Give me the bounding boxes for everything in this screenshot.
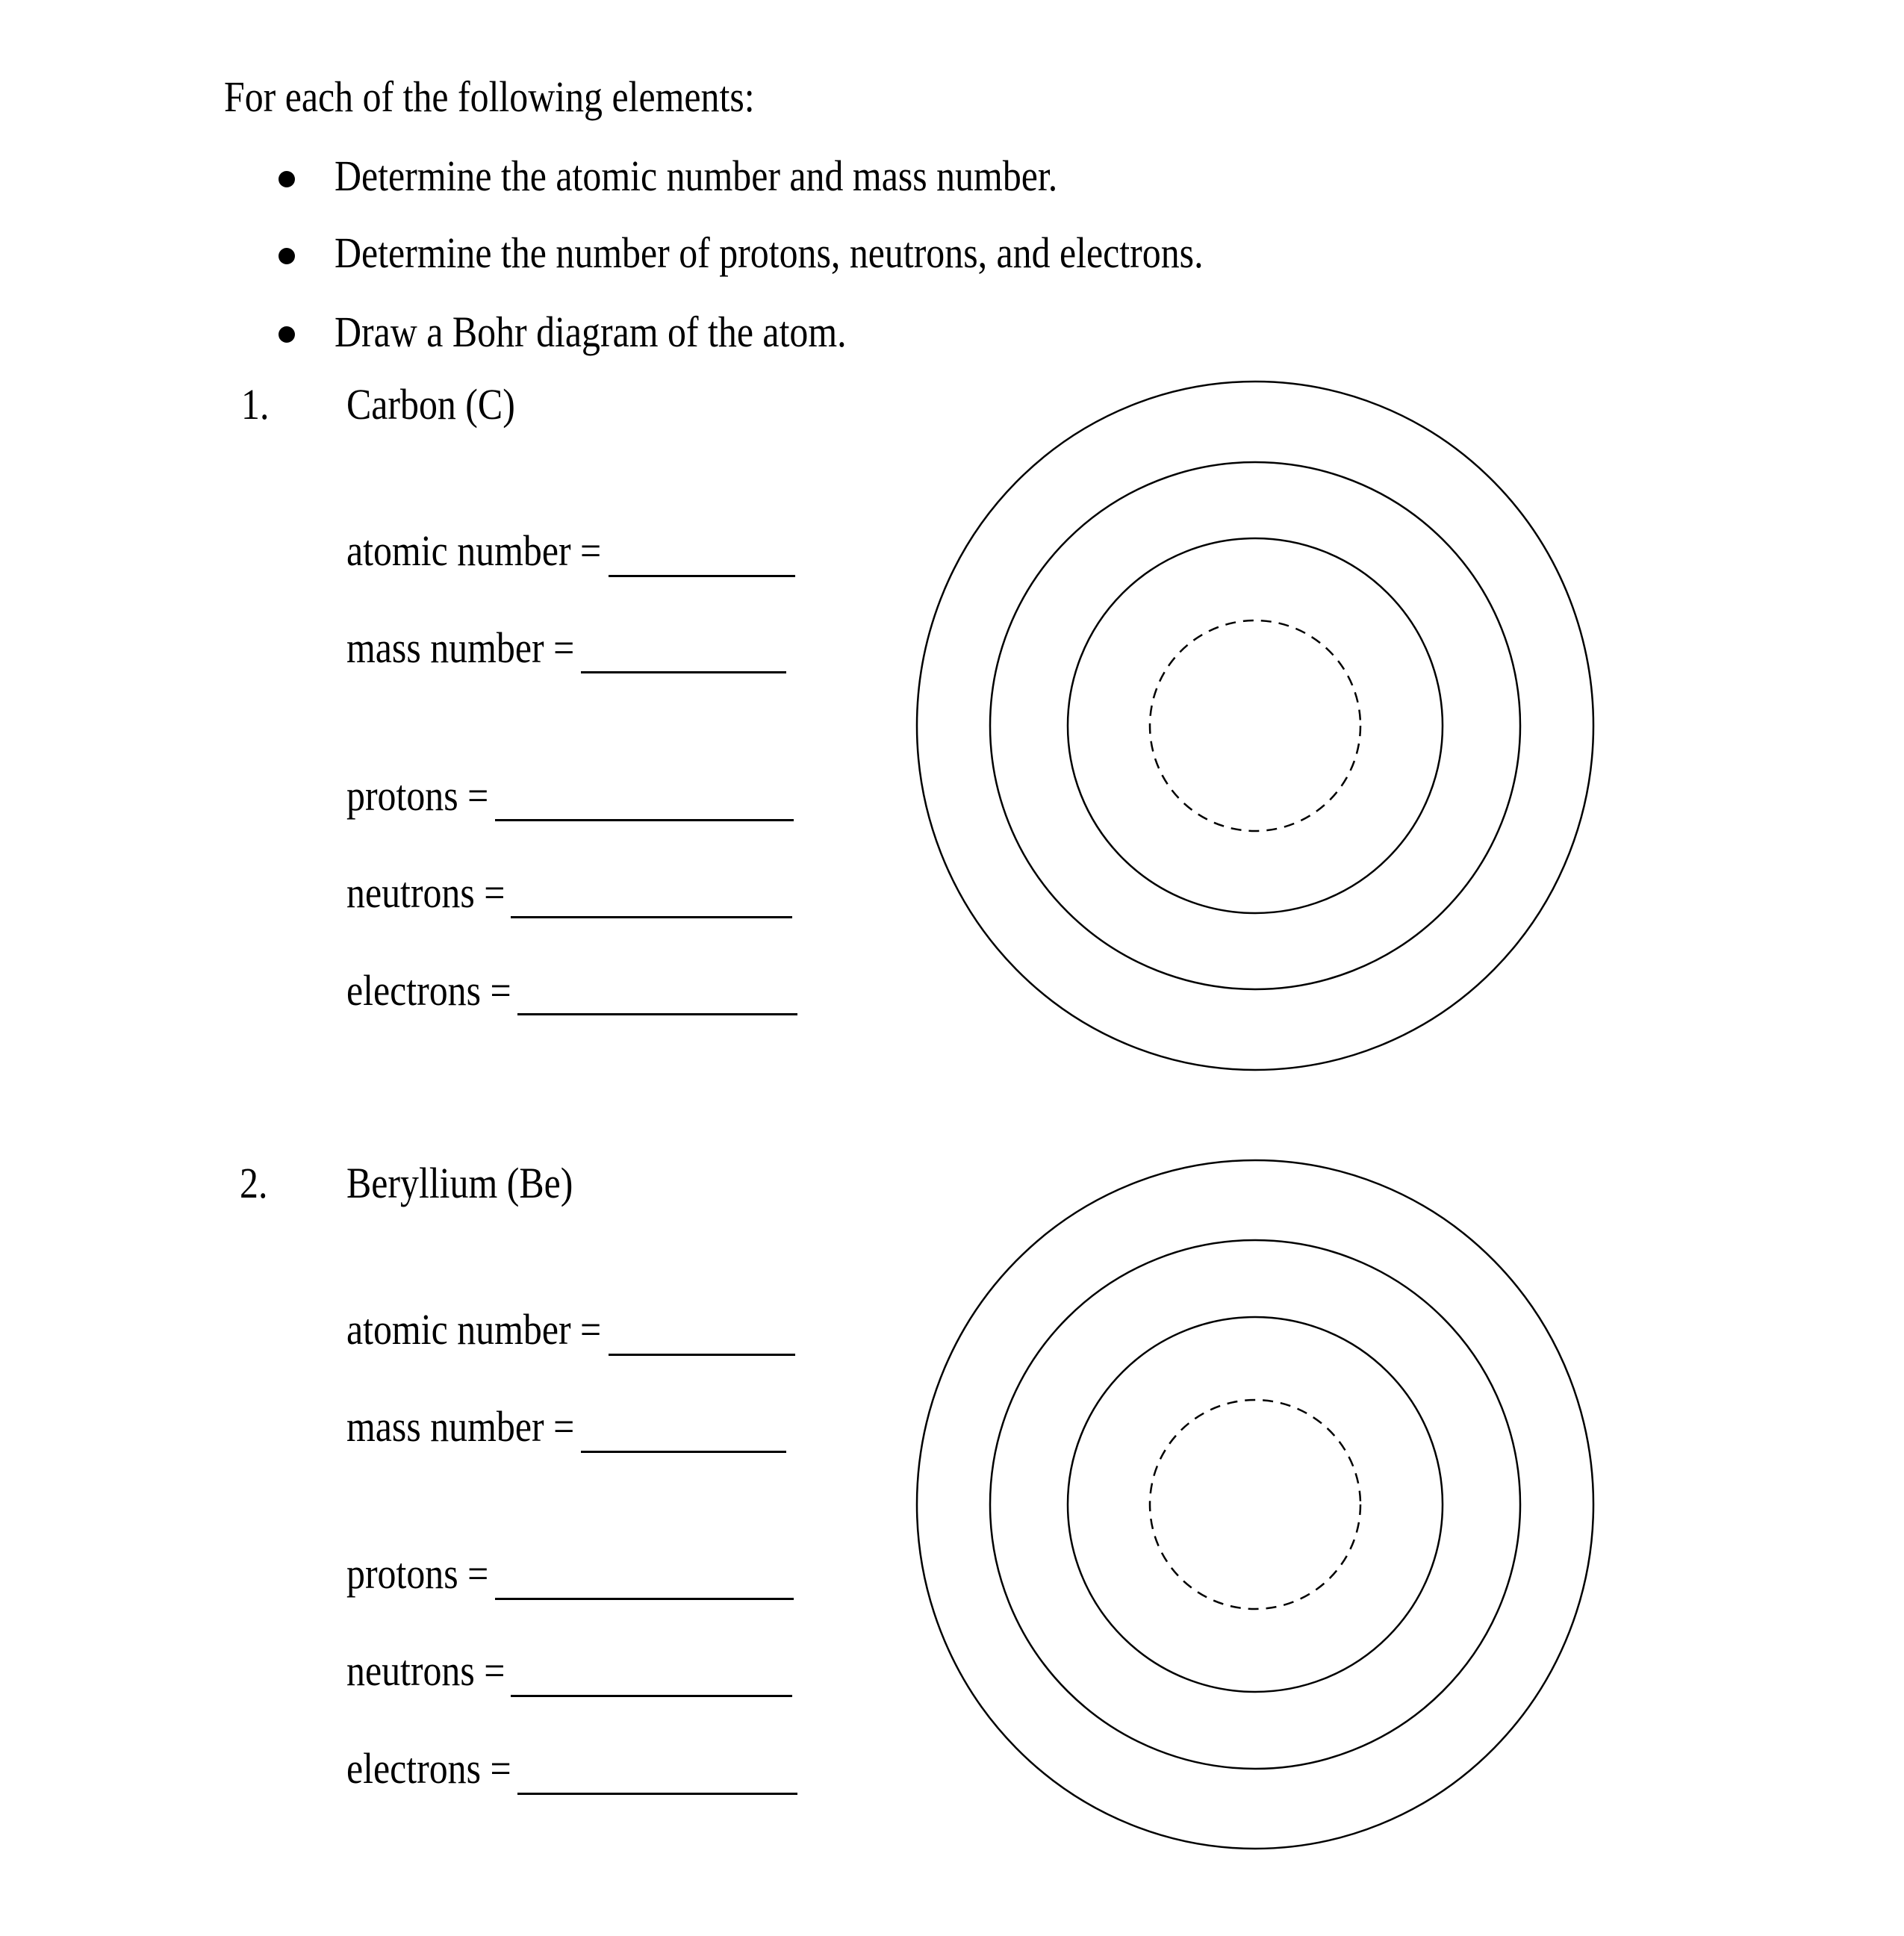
neutrons-label: neutrons = [346,1646,505,1695]
shell-3 [917,1160,1593,1849]
instructions-intro: For each of the following elements: [224,72,755,121]
shell-2 [990,462,1520,989]
element-name: Beryllium (Be) [346,1159,573,1207]
shell-1 [1068,538,1443,913]
shell-2 [990,1240,1520,1769]
bohr-diagram-beryllium[interactable] [917,1160,1593,1849]
nucleus-dashed [1150,1400,1360,1609]
shell-1 [1068,1317,1443,1692]
electrons-label: electrons = [346,1744,511,1793]
instruction-bullet-2: Determine the number of protons, neutrons, and electrons. [335,228,1204,277]
mass-number-label: mass number = [346,1402,575,1451]
question-number: 1. [241,380,270,429]
nucleus-dashed [1150,620,1360,831]
neutrons-label: neutrons = [346,868,505,917]
atomic-number-label: atomic number = [346,1305,602,1354]
mass-number-label: mass number = [346,623,575,672]
instruction-bullet-3: Draw a Bohr diagram of the atom. [335,308,847,356]
atomic-number-label: atomic number = [346,526,602,575]
question-number: 2. [240,1159,268,1207]
electrons-label: electrons = [346,966,511,1015]
shell-3 [917,382,1593,1070]
bohr-diagram-carbon[interactable] [917,382,1593,1070]
instruction-bullet-1: Determine the atomic number and mass number. [335,152,1058,200]
protons-label: protons = [346,771,489,820]
protons-label: protons = [346,1549,489,1598]
element-name: Carbon (C) [346,380,515,429]
